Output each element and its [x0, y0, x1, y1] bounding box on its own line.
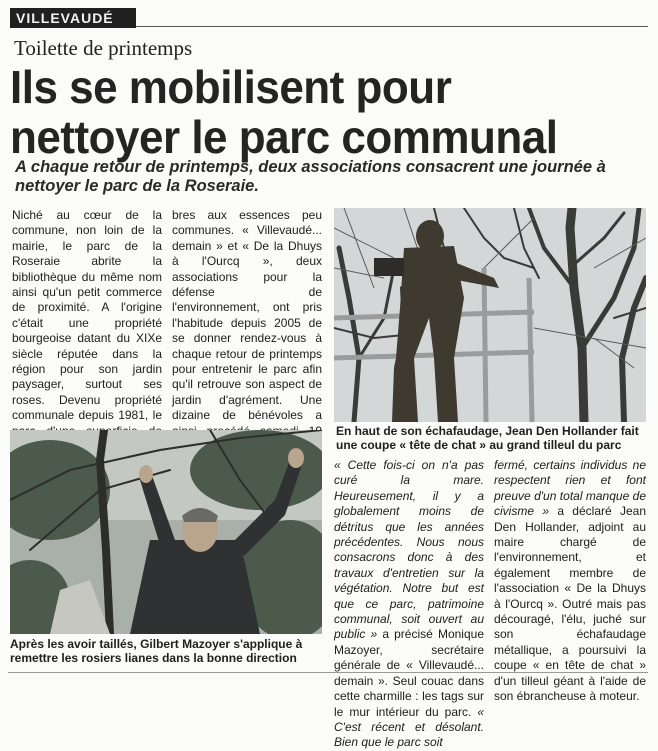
photo-scaffolding [334, 208, 646, 422]
article-column-2: bres aux essences peu communes. « Villevaudé... demain » et « De la Dhuys à l'Ourcq », deux associations pour la défense de l'environnement, ont pris l'habitude depuis 2005 de se donner rendez-vous à chaque retour de printemps pour entretenir le parc afin qu'il retrouve son aspect de jardin d'agrément. Une dizaine de bénévoles a [172, 208, 322, 423]
bottom-rule [8, 672, 648, 673]
column-3-text: a précisé Monique Mazoyer, secrétaire générale de « Villevaudé... demain ». Seul couac dans cette charmille : les tags sur le mur intérieur du parc. [334, 627, 484, 719]
article-column-3 [334, 458, 484, 751]
photo-rose-vines-image [10, 430, 322, 634]
photo-scaffolding-image [334, 208, 646, 422]
quote-jean-start: « C'est récent et désolant. Bien que le parc soit [334, 704, 484, 750]
kicker: Toilette de printemps [14, 36, 193, 60]
caption-rose-vines: Après les avoir taillés, Gilbert Mazoyer s'applique à remettre les rosiers lianes dans la bonne direction [10, 637, 303, 665]
section-rule [136, 26, 648, 27]
article-column-4 [494, 458, 646, 705]
headline-line-2: nettoyer le parc communal [10, 112, 558, 164]
chapo: A chaque retour de printemps, deux associations consacrent une journée à nettoyer le parc de la Roseraie. [15, 158, 606, 195]
section-tag: VILLEVAUDÉ [10, 8, 136, 28]
quote-jean-end: fermé, certains individus ne respectent rien et font preuve d'un total manque de civisme » [494, 458, 646, 519]
caption-scaffolding: En haut de son échafaudage, Jean Den Hollander fait une coupe « tête de chat » au grand tilleul du parc [336, 424, 639, 452]
photo-rose-vines [10, 430, 322, 634]
quote-monique: « Cette fois-ci on n'a pas curé la mare. Heureusement, il y a globalement moins de détritus que les années précédentes. Nous nous consacrons donc à des travaux d'entretien sur la végétation. Notre but est que ce parc, patrimoine communal, soit ouvert au public » [334, 458, 484, 642]
headline-line-1: Ils se mobilisent pour [10, 62, 452, 114]
article-column-1: Niché au cœur de la commune, non loin de la mairie, le parc de la Roseraie abrite la bibliothèque du même nom ainsi qu'un petit commerce de proximité. A l'origine c'était une propriété bourgeoise datant du XIXe siècle réputée dans la région pour son jardin paysager, surtout ses roses. Devenu propriété communale depuis 1981, le [12, 208, 162, 423]
column-4-text: a déclaré Jean Den Hollander, adjoint au maire chargé de l'environnement, et également membre de l'association « De la Dhuys à l'Ourcq ». Outré mais pas découragé, l'élu, juché sur son échafaudage métallique, a poursuivi la coupe « en tête de chat » d'un tilleul géant à l'aide de son ébrancheuse à moteur. [494, 504, 646, 704]
